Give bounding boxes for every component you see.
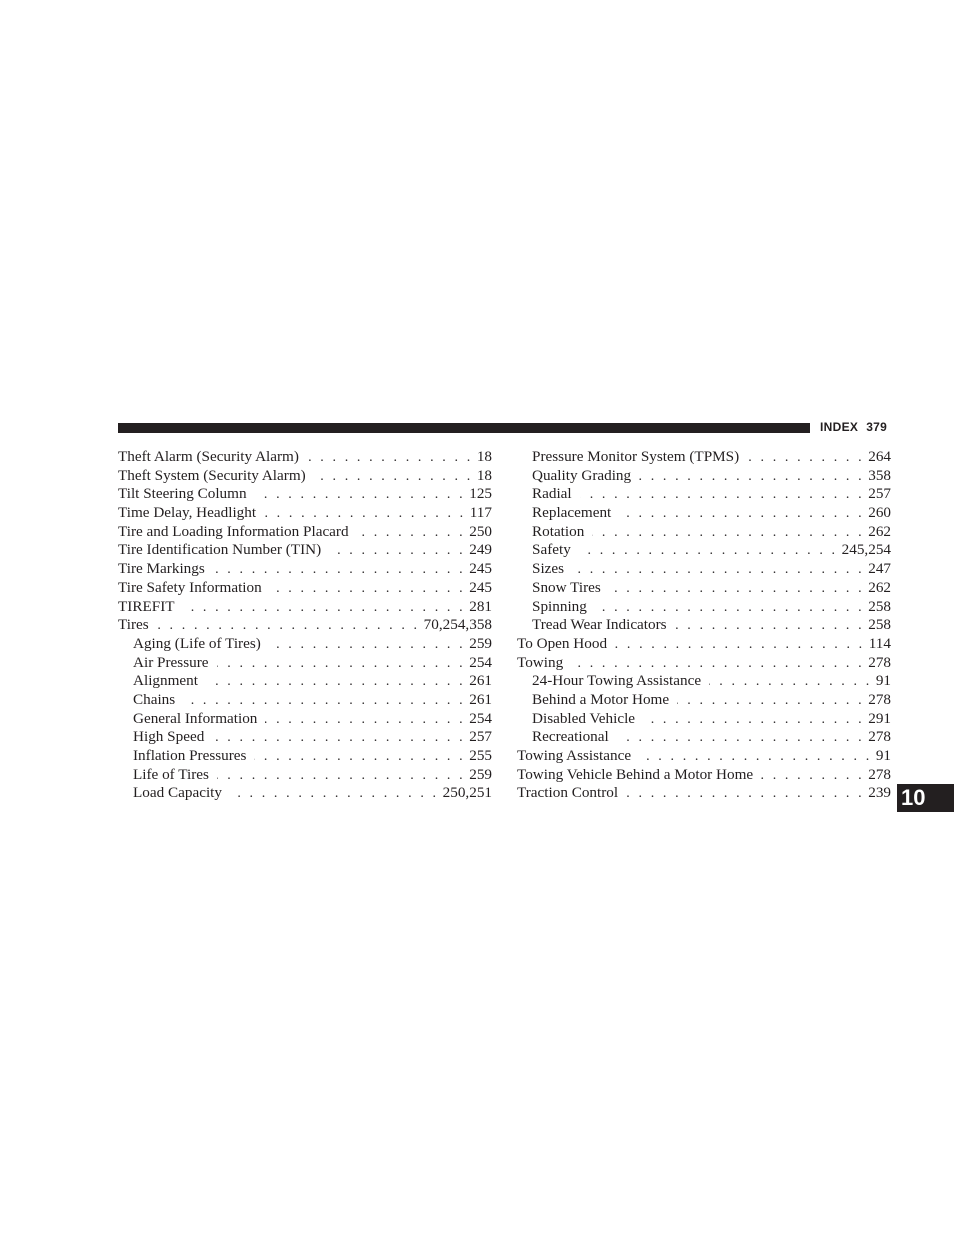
entry-page-number: 91 [875,672,891,690]
entry-page-number: 250 [469,522,492,540]
dot-leader [157,617,420,636]
entry-term: Replacement [532,504,612,522]
index-subentry [517,598,891,617]
entry-term: Towing Vehicle Behind a Motor Home [517,765,754,783]
dot-leader [609,580,864,599]
chapter-tab: 10 [897,784,954,812]
entry-term: Alignment [133,672,198,690]
dot-leader [265,711,465,730]
entry-term: Safety [532,541,571,559]
entry-page-number: 291 [868,709,891,727]
dot-leader [639,748,872,767]
entry-page-number: 117 [469,504,492,522]
entry-term: Tire and Loading Information Placard [118,522,349,540]
entry-page-number: 278 [868,765,891,783]
entry-page-number: 261 [469,672,492,690]
entry-term: General Information [133,709,258,727]
dot-leader [183,692,465,711]
entry-page-number: 262 [868,578,891,596]
index-subentry [517,728,891,747]
index-subentry [517,467,891,486]
entry-page-number: 258 [868,597,891,615]
entry-term: Towing Assistance [517,747,632,764]
dot-leader [255,486,466,505]
entry-page-number: 125 [469,485,492,503]
entry-term: To Open Hood [517,634,608,652]
dot-leader [212,729,465,748]
index-entry [517,654,891,673]
entry-term: Tilt Steering Column [118,485,247,503]
entry-page-number: 262 [868,522,891,540]
entry-term: Sizes [532,560,565,578]
dot-leader [643,711,864,730]
entry-term: Disabled Vehicle [532,709,636,727]
entry-page-number: 259 [469,634,492,652]
index-subentry [118,710,492,729]
index-subentry [517,710,891,729]
entry-term: Behind a Motor Home [532,690,670,708]
index-subentry [517,579,891,598]
entry-term: Snow Tires [532,578,601,596]
index-entry [517,747,891,766]
entry-page-number: 358 [868,466,891,484]
entry-term: Inflation Pressures [133,747,247,764]
entry-term: 24-Hour Towing Assistance [532,672,702,690]
index-entry [517,766,891,785]
entry-page-number: 258 [868,616,891,634]
entry-term: Pressure Monitor System (TPMS) [532,448,740,465]
index-entry [118,467,492,486]
index-subentry [118,784,492,803]
index-subentry [118,672,492,691]
index-subentry [517,616,891,635]
index-entry [118,541,492,560]
dot-leader [626,785,864,804]
entry-term: Radial [532,485,572,503]
header-section-label: INDEX [820,420,859,434]
entry-page-number: 254 [469,709,492,727]
entry-page-number: 239 [868,784,891,802]
dot-leader [619,505,864,524]
entry-term: Life of Tires [133,765,209,783]
dot-leader [217,767,465,786]
index-subentry [118,635,492,654]
dot-leader [617,729,864,748]
dot-leader [270,580,466,599]
dot-leader [230,785,439,804]
dot-leader [615,636,865,655]
index-subentry [517,485,891,504]
index-subentry [517,541,891,560]
index-entry [118,579,492,598]
dot-leader [329,542,465,561]
entry-term: Load Capacity [133,784,222,802]
entry-term: Rotation [532,522,585,540]
entry-page-number: 259 [469,765,492,783]
entry-page-number: 278 [868,728,891,746]
entry-page-number: 278 [868,653,891,671]
dot-leader [254,748,465,767]
entry-term: Tire Markings [118,560,205,578]
entry-term: Spinning [532,597,587,615]
header-rule [118,423,810,433]
dot-leader [571,655,864,674]
index-column-left [118,448,492,803]
entry-term: Tires [118,616,149,634]
dot-leader [572,561,864,580]
entry-term: High Speed [133,728,205,746]
index-subentry [517,448,891,467]
dot-leader [677,692,864,711]
index-subentry [517,504,891,523]
entry-page-number: 278 [868,690,891,708]
entry-page-number: 257 [868,485,891,503]
dot-leader [639,468,864,487]
dot-leader [761,767,864,786]
dot-leader [314,468,473,487]
entry-term: Tire Safety Information [118,578,262,596]
entry-term: Chains [133,690,176,708]
entry-term: Towing [517,653,564,671]
dot-leader [580,486,865,505]
entry-page-number: 261 [469,690,492,708]
entry-term: Time Delay, Headlight [118,504,257,522]
index-subentry [118,691,492,710]
dot-leader [206,673,465,692]
index-subentry [118,654,492,673]
index-subentry [118,747,492,766]
index-entry [118,448,492,467]
entry-page-number: 254 [469,653,492,671]
dot-leader [747,449,864,468]
dot-leader [579,542,838,561]
index-subentry [118,766,492,785]
entry-page-number: 255 [469,747,492,764]
entry-page-number: 91 [875,747,891,764]
entry-term: TIREFIT [118,597,175,615]
entry-page-number: 245,254 [841,541,891,559]
dot-leader [307,449,473,468]
index-entry [118,485,492,504]
entry-term: Theft Alarm (Security Alarm) [118,448,299,465]
entry-page-number: 264 [868,448,891,465]
entry-page-number: 245 [469,560,492,578]
entry-page-number: 245 [469,578,492,596]
entry-term: Tread Wear Indicators [532,616,667,634]
dot-leader [217,655,466,674]
index-entry [118,560,492,579]
entry-term: Aging (Life of Tires) [133,634,261,652]
entry-page-number: 114 [868,634,891,652]
index-subentry [517,691,891,710]
index-entry [517,635,891,654]
index-entry [118,616,492,635]
dot-leader [357,524,466,543]
dot-leader [675,617,865,636]
dot-leader [592,524,864,543]
index-entry [118,598,492,617]
entry-term: Recreational [532,728,609,746]
index-column-right [517,448,891,803]
dot-leader [709,673,872,692]
index-entry [118,504,492,523]
entry-page-number: 250,251 [442,784,492,802]
index-entry [118,523,492,542]
dot-leader [264,505,466,524]
dot-leader [213,561,465,580]
entry-term: Traction Control [517,784,619,802]
entry-page-number: 257 [469,728,492,746]
dot-leader [269,636,465,655]
running-header [820,420,887,434]
entry-term: Air Pressure [133,653,209,671]
index-subentry [517,523,891,542]
dot-leader [183,599,466,618]
entry-term: Tire Identification Number (TIN) [118,541,322,559]
entry-term: Quality Grading [532,466,632,484]
entry-page-number: 70,254,358 [423,616,492,634]
index-entry [517,784,891,803]
entry-page-number: 18 [476,466,492,484]
entry-term: Theft System (Security Alarm) [118,466,306,484]
entry-page-number: 281 [469,597,492,615]
entry-page-number: 260 [868,504,891,522]
dot-leader [595,599,864,618]
index-subentry [517,560,891,579]
entry-page-number: 18 [476,448,492,465]
entry-page-number: 247 [868,560,891,578]
entry-page-number: 249 [469,541,492,559]
index-subentry [517,672,891,691]
header-page-number: 379 [866,420,888,434]
index-subentry [118,728,492,747]
